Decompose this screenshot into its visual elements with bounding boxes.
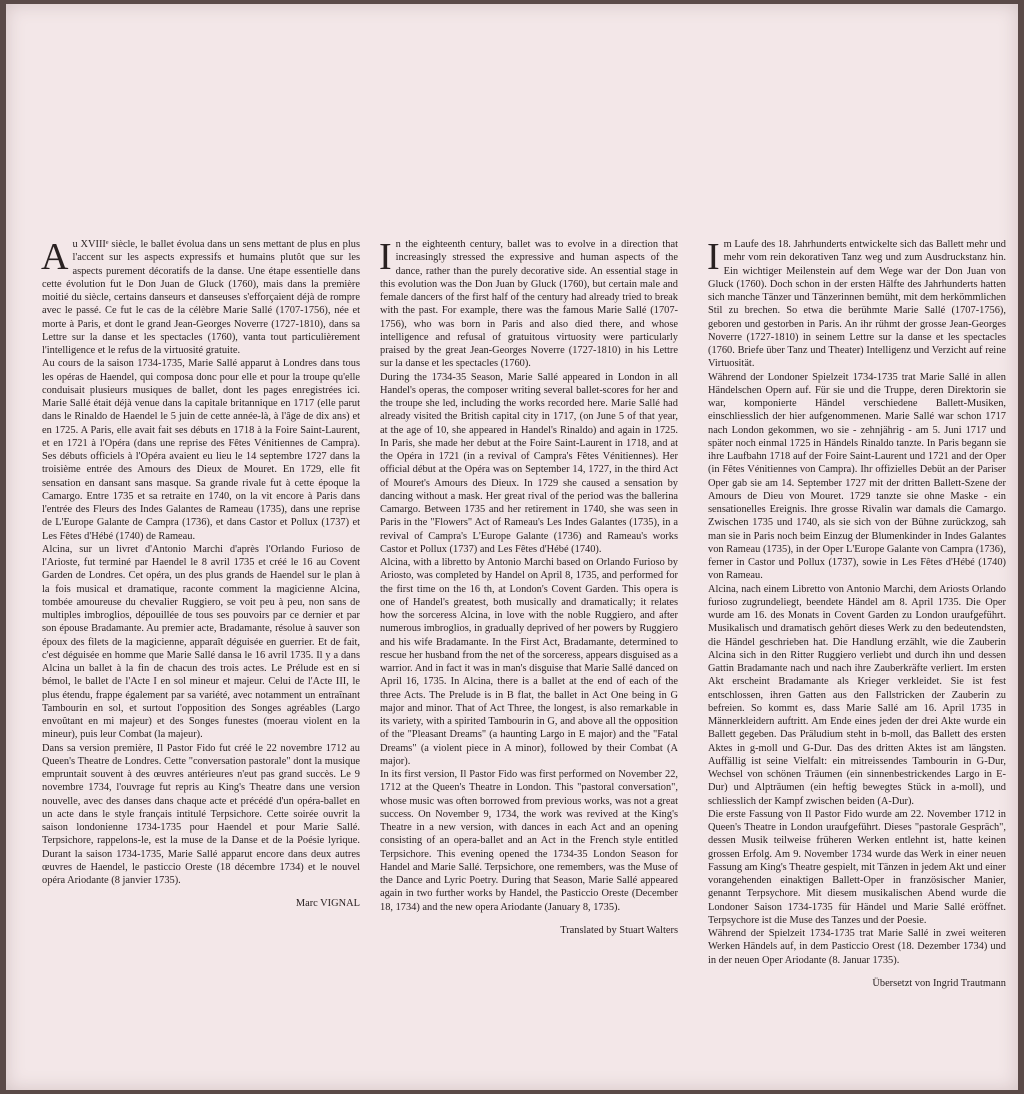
french-paragraph-2: Au cours de la saison 1734-1735, Marie Sallé apparut à Londres dans tous les opéras de Haendel, qui composa donc pour elle et pour la troupe qu'elle conduisait plusieurs musiques de ballet, dont les pages enregistrées ici. Marie Sallé était déjà venue dans la capitale britannique en 1717 (elle parut dans le Rinaldo de Haendel le 5 juin de cette année-là, à l'âge de dix ans) et en 1725. A Paris, elle avait fait ses débuts en 1718 à la Foire Saint-Laurent, et en 1721 à l'Opéra (dans une reprise des Fêtes Vénitiennes de Campra). Ses débuts officiels à l'Opéra avaient eu lieu le 14 septembre 1727 dans la troisième entrée des Amours des Dieux de Mouret. En 1729, elle fit sensation en dansant sans masque. Sa grande rivale fut à cette époque la Camargo. Entre 1735 et sa retraite en 1740, on la vit encore à Paris dans l'entrée des Fleurs des Indes Galantes de Rameau (1735), dans une reprise de L'Europe Galante de Campra (1736), et dans Castor et Pollux (1737) et Les Fêtes d'Hébé (1740) de Rameau. bbox=[42, 358, 360, 542]
german-paragraph-1-text: m Laufe des 18. Jahrhunderts entwickelte sich das Ballett mehr und mehr vom rein dekorativen Tanz weg und zum Ausdruckstanz hin. Ein wichtiger Meilenstein auf dem Wege war der Don Juan von Gluck (1760). Doch schon in der ersten Hälfte des Jahrhunderts hatten sich manche Tänzer und Tänzerinnen bemüht, mit dem herkömmlichen Stil zu brechen. So etwa die berühmte Marie Sallé (1707-1756), geboren und gestorben in Paris. An ihr rühmt der grosse Jean-Georges Noverre (1727-1810) in seinem Lettre sur la danse et les spectacles (1760. Briefe über Tanz und Theater) Intelligenz und Verzicht auf reine Virtuosität. bbox=[708, 239, 1006, 370]
german-dropcap: I bbox=[707, 236, 720, 278]
german-paragraph-1 bbox=[708, 238, 1006, 371]
german-paragraph-2: Während der Londoner Spielzeit 1734-1735 trat Marie Sallé in allen Händelschen Opern auf. Für sie und die Truppe, deren Direktorin sie war, komponierte Händel verschiedene Ballett-Musiken, einschliesslich der hier aufgenommenen. Marie Sallé war schon 1717 nach London gekommen, wo sie - zehnjährig - am 5. Juni 1717 und später noch einmal 1725 in Händels Rinaldo tanzte. In Paris begann sie ihre Laufbahn 1718 auf der Foire Saint-Laurent und 1721 and der Oper (in Fêtes Vénitiennes von Campra). Ihr offizielles Debüt an der Pariser Oper gab sie am 14. September 1727 mit der dritten Ballett-Szene der Amours de Dieu von Mouret. 1729 tanzte sie ohne Maske - ein sensationelles Ereignis. Ihre grosse Rivalin war damals die Camargo. Zwischen 1735 und 1740, als sie sich von der Bühne zurückzog, sah man sie in Paris noch beim Einzug der Blumenkinder in Indes Galantes von Rameau (1735), in der Oper L'Europe Galante von Campra (1736), ferner in Castor und Pollux (1737), sowie in Les Fêtes d'Hébé (1740) von Rameau. bbox=[708, 371, 1006, 582]
french-paragraph-3: Alcina, sur un livret d'Antonio Marchi d'après l'Orlando Furioso de l'Arioste, fut terminé par Haendel le 8 avril 1735 et créé le 16 au Covent Garden de Londres. Cet opéra, un des plus grands de Haendel sur le plan à la fois musical et dramatique, raconte comment la magicienne Alcina, tombée amoureuse du chevalier Ruggiero, se voit peu à peu, non sans de multiples imbroglios, dépouillée de tous ses pouvoirs par ce dernier et par son épouse Bradamante. Au premier acte, Bradamante, résolue à sauver son époux des filets de la magicienne, apparaît déguisée en guerrier. Et de fait, c'est déguisée en homme que Marie Sallé dansa le 16 avril 1735. Il y a dans Alcina un ballet à la fin de chacun des trois actes. Le Prélude est en si bémol, le ballet de l'Acte I en sol mineur et majeur. Celui de l'Acte III, le plus étendu, frappe également par sa variété, avec notamment un entraînant Tambourin en sol, et surtout l'opposition des Songes agréables (Largo envoûtant en mi majeur) et des Songes funestes (moerau violent en la mineur), puis leur Combat (la majeur). bbox=[42, 543, 360, 741]
english-paragraph-2: During the 1734-35 Season, Marie Sallé appeared in London in all Handel's operas, the composer writing several ballet-scores for her and the troupe she led, including the works recorded here. Marie Sallé had already visited the British capital city in 1717, (on June 5 of that year, at the age of 10, she appeared in Handel's Rinaldo) and again in 1725. In Paris, she made her debut at the Foire Saint-Laurent in 1718, and at the Opéra in 1721 (in a revival of Campra's Fêtes Vénitiennes). Her official début at the Opéra was on September 14, 1727, in the third Act of Mouret's Amours des Dieux. In 1729 she caused a sensation by dancing without a mask. Her great rival of the period was the ballerina Camargo. Between 1735 and her retirement in 1740, she was seen in Paris in the "Flowers" Act of Rameau's Les Indes Galantes (1735), in a revival of Campra's L'Europe Galante (1736) and Rameau's works Castor et Pollux (1737) and Les Fêtes d'Hébé (1740). bbox=[380, 371, 678, 555]
english-paragraph-1 bbox=[380, 238, 678, 371]
german-column bbox=[708, 238, 1006, 990]
french-signature: Marc VIGNAL bbox=[295, 898, 360, 910]
french-paragraph-1-text: u XVIIIᵉ siècle, le ballet évolua dans un sens mettant de plus en plus l'accent sur les aspects expressifs et humains plutôt que sur les aspects purement décoratifs de la danse. Une étape essentielle dans cette évolution fut le Don Juan de Gluck (1760), mais dans la première moitié du siècle, certains danseurs et danseuses s'efforçaient déjà de rompre avec le passé. Ce fut le cas de la célèbre Marie Sallé (1707-1756), née et morte à Paris, et dont le grand Jean-Georges Noverre (1727-1810), dans sa Lettre sur la danse et les spectacles (1760), vanta tout particulièrement l'intelligence et le refus de la virtuosité gratuite. bbox=[42, 239, 360, 356]
french-paragraph-4: Dans sa version première, Il Pastor Fido fut créé le 22 novembre 1712 au Queen's Theatre de Londres. Cette "conversation pastorale" dont la musique empruntait souvent à des œuvres antérieures n'eut pas grand succès. Le 9 novembre 1734, l'ouvrage fut repris au King's Theatre dans une version nouvelle, avec des danses dans chaque acte et précédé d'un opéra-ballet en un acte dans le style français intitulé Terpsichore. Cette soirée ouvrit la saison londonienne 1734-1735 pour Haendel et pour Marie Sallé. Terpsichore, rappelons-le, est la muse de la Danse et de la Poésie lyrique. Durant la saison 1734-1735, Marie Sallé apparut encore dans deux autres œuvres de Haendel, le pasticcio Oreste (18 décembre 1734) et le nouvel opéra Ariodante (8 janvier 1735). bbox=[42, 742, 360, 886]
english-signature: Translated by Stuart Walters bbox=[560, 924, 678, 936]
english-column bbox=[380, 238, 678, 937]
english-paragraph-1-text: n the eighteenth century, ballet was to evolve in a direction that increasingly stressed the expressive and human aspects of the dance, rather than the purely decorative side. An essential stage in this evolution was the Don Juan by Gluck (1760), but certain male and female dancers of the first half of the century had already tried to break with the past. For example, there was the famous Marie Sallé (1707-1756), who was born in Paris and also died there, and whose intelligence and refusal of gratuitous virtuosity were particularly praised by the great Jean-Georges Noverre (1727-1810) in his Lettre sur la danse et les spectacles (1760). bbox=[380, 239, 678, 370]
german-paragraph-3: Alcina, nach einem Libretto von Antonio Marchi, dem Ariosts Orlando furioso zugrundeliegt, beendete Händel am 8. April 1735. Die Oper wurde am 16. des Monats in Covent Garden zu London uraufgeführt. Musikalisch und dramatisch gehört dieses Werk zu den bedeutendsten, die Händel geschrieben hat. Die Handlung erzählt, wie die Zauberin Alcina sich in den Ritter Ruggiero verliebt und durch ihn und dessen Gattin Bradamante nach und nach ihre Zauberkräfte verliert. Im ersten Akt erscheint Bradamante als Krieger verkleidet. Sie ist fest entschlossen, ihren Gatten aus den Fallstricken der Zauberin zu befreien. So kommt es, dass Marie Sallé am 16. April 1735 in Männerkleidern auftritt. Am Ende eines jeden der drei Akte wurde ein Ballett gegeben. Das Präludium steht in b-moll, das Ballett des ersten Aktes in g-moll und G-Dur. Das des dritten Aktes ist am längsten. Auffällig ist seine Vielfalt: ein mitreissendes Tambourin in G-Dur, Wechsel von schönen Träumen (ein sinnenbestrickendes Largo in E-Dur) und Alpträumen (ein heftig bewegtes Stück in a-moll), und schliesslich der Kampf zwischen beiden (A-Dur). bbox=[708, 583, 1006, 807]
english-paragraph-4: In its first version, Il Pastor Fido was first performed on November 22, 1712 at the Queen's Theatre in London. This "pastoral conversation", whose music was often borrowed from previous works, was not a great success. On November 9, 1734, the work was revived at the King's Theatre in a new version, with dances in each Act and an opening consisting of an opera-ballet and an Act in the French style entitled Terpsichore. This evening opened the 1734-35 London Season for Handel and Marie Sallé. Terpsichore, one remembers, was the Muse of the Dance and Lyric Poetry. During that Season, Marie Sallé appeared again in two further works by Handel, the Pasticcio Oreste (December 18, 1734) and the new opera Ariodante (January 8, 1735). bbox=[380, 769, 678, 913]
english-dropcap: I bbox=[379, 236, 392, 278]
french-column bbox=[42, 238, 360, 911]
german-signature: Übersetzt von Ingrid Trautmann bbox=[872, 977, 1006, 989]
german-paragraph-4: Die erste Fassung von Il Pastor Fido wurde am 22. November 1712 in Queen's Theatre in London uraufgeführt. Dieses "pastorale Gespräch", dessen Musik teilweise früheren Werken entlehnt ist, hatte keinen grossen Erfolg. Am 9. November 1734 wurde das Werk in einer neuen Fassung am King's Theatre gespielt, mit Tänzen in jedem Akt und einer vorangehenden einaktigen Ballett-Oper in französischer Manier, genannt Terpsychore. Mit diesem musikalischen Abend wurde die Londoner Saison 1734-1735 für Händel und Marie Sallé eröffnet. Terpsychore ist die Muse des Tanzes und der Poesie. bbox=[708, 808, 1006, 926]
record-sleeve-back bbox=[6, 4, 1018, 1090]
french-paragraph-1 bbox=[42, 238, 360, 357]
german-paragraph-5: Während der Spielzeit 1734-1735 trat Marie Sallé in zwei weiteren Werken Händels auf, in dem Pasticcio Orest (18. Dezember 1734) und in der neuen Oper Ariodante (8. Januar 1735). bbox=[708, 928, 1006, 966]
english-paragraph-3: Alcina, with a libretto by Antonio Marchi based on Orlando Furioso by Ariosto, was completed by Handel on April 8, 1735, and performed for the first time on the 16 th, at London's Covent Garden. This opera is one of Handel's greatest, both musically and dramatically; it relates how the sorceress Alcina, in love with the noble Ruggiero, and after numerous imbroglios, in gradually deprived of her powers by Ruggiero and his wife Bradamante. In the First Act, Bradamante, determined to rescue her husband from the net of the sorceress, appears disguised as a warrior. And in fact it was in man's disguise that Marie Sallé danced on April 16, 1735. In Alcina, there is a ballet at the end of each of the three Acts. The Prelude is in B flat, the ballet in Act One being in G major and minor. That of Act Three, the longest, is also remarkable in its variety, with a spirited Tambourin in G, and above all the opposition of the "Pleasant Dreams" (a haunting Largo in E major) and the "Fatal Dreams" (a violent piece in A minor), followed by their Combat (A major). bbox=[380, 557, 678, 767]
french-dropcap: A bbox=[41, 236, 69, 278]
